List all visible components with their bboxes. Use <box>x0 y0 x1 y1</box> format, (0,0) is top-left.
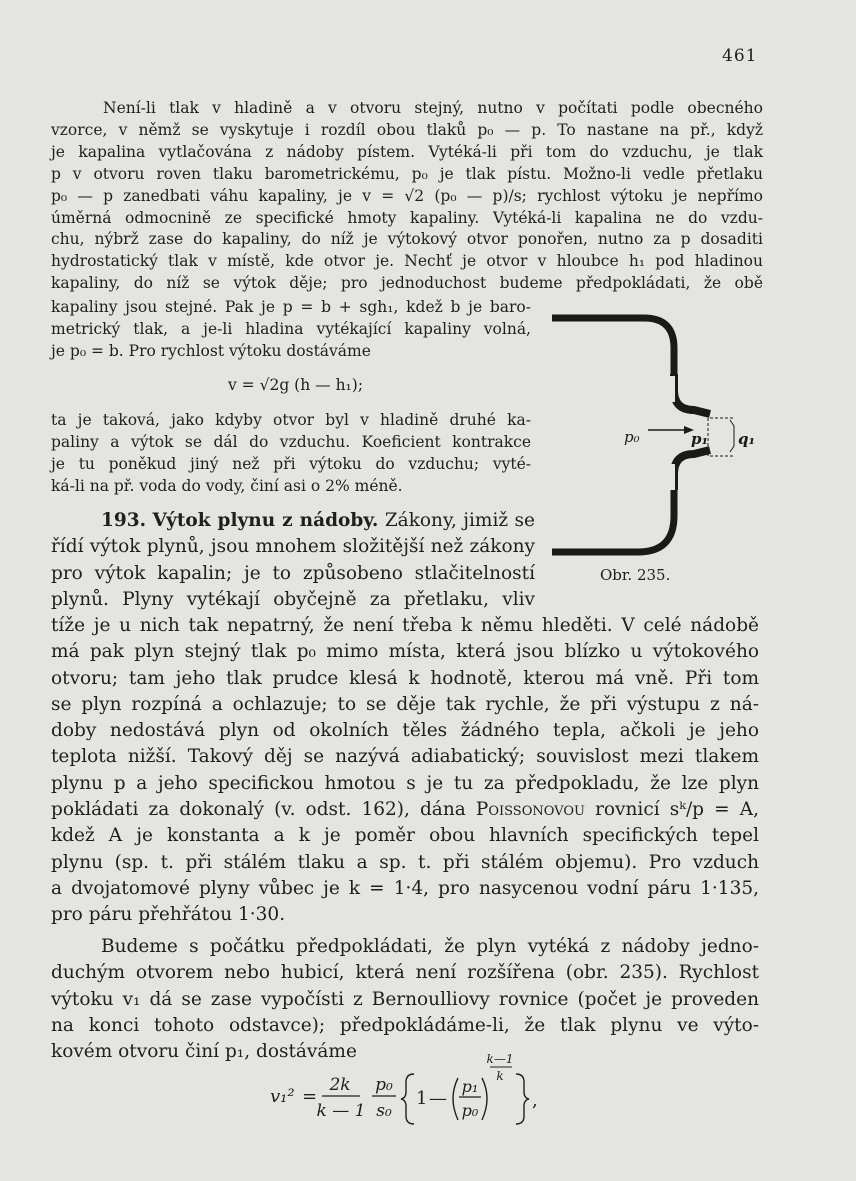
text-line: metrický tlak, a je-li hladina vytékající kapaliny volná, <box>51 319 531 338</box>
text-line: doby nedostává plyn od okolních těles žádného tepla, ačkoli je jeho <box>51 720 759 742</box>
text-line: otvoru; tam jeho tlak prudce klesá k hodnotě, kterou má vně. Při tom <box>51 667 759 689</box>
label-p1: p₁ <box>691 430 709 448</box>
eq2-exp-denominator: k <box>496 1069 504 1083</box>
text-line: teplota nižší. Takový děj se nazývá adiabatický; souvislost mezi tlakem <box>51 746 759 768</box>
text-line: kovém otvoru činí p₁, dostáváme <box>51 1041 357 1063</box>
lower-vessel-wall <box>552 490 674 552</box>
eq2-one: 1 <box>416 1088 428 1109</box>
text-line: vzorce, v němž se vyskytuje i rozdíl obou tlaků p₀ — p. To nastane na př., když <box>51 120 763 139</box>
lower-nozzle-lip <box>674 450 710 490</box>
text-line: se plyn rozpíná a ochlazuje; to se děje tak rychle, že při výstupu z ná- <box>51 693 759 715</box>
eq2-left-paren <box>453 1078 458 1120</box>
eq2-trailing: , <box>532 1090 538 1111</box>
text-line: kapaliny jsou stejné. Pak je p = b + sgh₁, kdež b je baro- <box>51 298 531 316</box>
text-line: a dvojatomové plyny vůbec je k = 1·4, pro nasycenou vodní páru 1·135, <box>51 877 759 899</box>
section-193-narrow <box>51 508 535 613</box>
text-line: ta je taková, jako kdyby otvor byl v hladině druhé ka- <box>51 411 531 429</box>
text-line: tíže je u nich tak nepatrný, že není třeba k němu hleděti. V celé nádobě <box>51 615 759 636</box>
upper-vessel-wall <box>552 318 674 374</box>
text-line: paliny a výtok se dál do vzduchu. Koeficient kontrakce <box>51 432 531 451</box>
poisson-name: Poissonovou <box>475 799 585 821</box>
section-title: Výtok plynu z nádoby. <box>152 510 379 531</box>
after-equation-lines <box>51 410 531 498</box>
intro-narrow-lines <box>51 297 531 363</box>
text-line: plynů. Plyny vytékají obyčejně za přetlaku, vliv <box>51 588 535 610</box>
eq2-lhs: v₁² <box>270 1086 295 1107</box>
text-line: duchým otvorem nebo hubicí, která není rozšířena (obr. 235). Rychlost <box>51 962 759 984</box>
text-line: výtoku v₁ dá se zase vypočísti z Bernoulliovy rovnice (počet je proveden <box>51 988 759 1010</box>
section-heading-line <box>51 508 535 534</box>
upper-wall-slot <box>670 376 675 402</box>
eq2-left-brace <box>401 1074 414 1124</box>
text-line: p v otvoru roven tlaku barometrickému, p₀ je tlak pístu. Možno-li vedle přetlaku <box>51 164 763 183</box>
text-line: Není-li tlak v hladině a v otvoru stejný, nutno v počítati podle obecného <box>103 99 763 117</box>
page-number: 461 <box>722 46 758 66</box>
text-line: má pak plyn stejný tlak p₀ mimo místa, která jsou blízko u výtokového <box>51 641 759 663</box>
text-line: plynu p a jeho specifickou hmotou s je tu za předpokladu, že lze plyn <box>51 772 759 794</box>
text-line: na konci tohoto odstavce); předpokládáme-li, že tlak plynu ve výto- <box>51 1014 759 1036</box>
eq2-equals: = <box>302 1086 318 1107</box>
text-line: chu, nýbrž zase do kapaliny, do níž je výtokový otvor ponořen, nutno za p dosaditi <box>51 230 763 249</box>
text-line: kapaliny, do níž se výtok děje; pro jednoduchost budeme předpokládati, že obě <box>51 274 763 293</box>
text-line: hydrostatický tlak v místě, kde otvor je. Nechť je otvor v hloubce h₁ pod hladinou <box>51 252 763 271</box>
text-line: plynu (sp. t. při stálém tlaku a sp. t. při stálém objemu). Pro vzduch <box>51 851 759 873</box>
eq2-minus: — <box>429 1088 447 1109</box>
eq2-inner-numerator: p₁ <box>461 1077 479 1096</box>
poisson-before: pokládati za dokonalý (v. odst. 162), dána <box>51 799 466 821</box>
text-line: pro páru přehřátou 1·30. <box>51 904 286 926</box>
poisson-after: rovnicí sᵏ/p = A, <box>595 799 759 821</box>
text-line: je p₀ = b. Pro rychlost výtoku dostáváme <box>51 341 371 360</box>
text-line: je tu poněkud jiný než při výtoku do vzduchu; vyté- <box>51 454 531 473</box>
text-line: úměrná odmocnině ze specifické hmoty kapaliny. Vytéká-li kapalina ne do vzdu- <box>51 208 763 227</box>
text-line: kdež A je konstanta a k je poměr obou hlavních specifických tepel <box>51 825 759 847</box>
section-number: 193. <box>101 510 147 531</box>
lower-wall-slot <box>670 464 675 490</box>
eq2-ratio-denominator: s₀ <box>376 1101 392 1121</box>
equation-2 <box>262 1052 552 1132</box>
text-line: ká-li na př. voda do vody, činí asi o 2% méně. <box>51 476 403 495</box>
text-line: řídí výtok plynů, jsou mnohem složitější než zákony <box>51 536 535 558</box>
intro-paragraph <box>51 98 763 295</box>
text-line: Budeme s počátku předpokládati, že plyn vytéká z nádoby jedno- <box>101 936 759 957</box>
final-paragraph <box>51 934 759 1065</box>
text-line: pro výtok kapalin; je to způsobeno stlačitelností <box>51 562 535 584</box>
eq2-coef-denominator: k — 1 <box>316 1101 366 1121</box>
eq2-exp-numerator: k—1 <box>486 1052 514 1066</box>
equation-1: v = √2g (h — h₁); <box>228 376 364 394</box>
text-line: je kapalina vytlačována z nádoby pístem. Vytéká-li při tom do vzduchu, je tlak <box>51 142 763 161</box>
text-line: p₀ — p zanedbati váhu kapaliny, je v = √2 (p₀ — p)/s; rychlost výtoku je nepřímo <box>51 186 763 205</box>
label-q1: q₁ <box>738 430 756 448</box>
section-193-body <box>51 613 759 929</box>
upper-nozzle-lip <box>674 374 710 414</box>
eq2-ratio-numerator: p₀ <box>375 1075 393 1095</box>
figure-caption: Obr. 235. <box>600 566 671 584</box>
eq2-coef-numerator: 2k <box>329 1075 351 1095</box>
eq2-right-brace <box>516 1074 529 1124</box>
eq2-inner-denominator: p₀ <box>461 1101 479 1120</box>
gap-bracket <box>730 420 734 452</box>
eq2-right-paren <box>482 1078 487 1120</box>
label-p0: p₀ <box>624 428 640 446</box>
figure-235 <box>548 304 768 566</box>
poisson-line <box>51 797 759 823</box>
section-first-line-rest: Zákony, jimiž se <box>384 510 535 531</box>
